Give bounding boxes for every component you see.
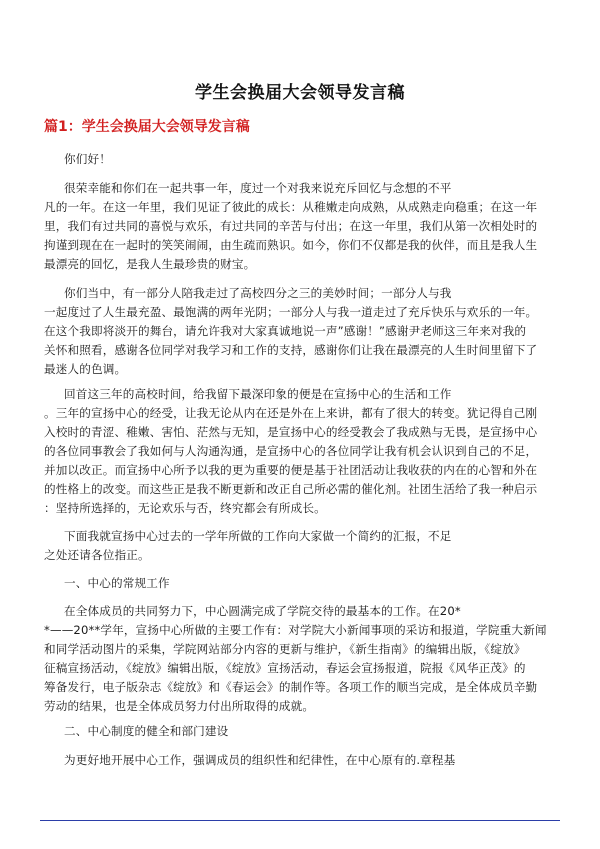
subheading: 一、中心的常规工作 (64, 576, 170, 590)
text-line: 之处还请各位指正。 (44, 548, 150, 562)
text-line: 的各位同事教会了我如何与人沟通沟通，是宣扬中心的各位同学让我有机会认识到自己的不足， (44, 444, 538, 458)
text-line: 下面我就宣扬中心过去的一学年所做的工作向大家做一个简约的汇报，不足 (64, 529, 452, 543)
document-title: 学生会换届大会领导发言稿 (195, 83, 405, 103)
text-line: 。三年的宣扬中心的经受，让我无论从内在还是外在上来讲，都有了很大的转变。犹记得自己刚 (44, 406, 538, 420)
text-line: 拘谨到现在在一起时的笑笑闹闹，由生疏而熟识。如今，你们不仅都是我的伙伴，而且是我人生 (44, 238, 538, 252)
footer-divider (40, 820, 560, 821)
text-line: 的性格上的改变。而这些正是我不断更新和改正自己所必需的催化剂。社团生活给了我一种启示 (44, 482, 538, 496)
text-line: 很荣幸能和你们在一起共事一年，度过一个对我来说充斥回忆与念想的不平 (64, 181, 452, 195)
text-line: 在这个我即将淡开的舞台，请允许我对大家真诚地说一声”感谢！”感谢尹老师这三年来对我的 (44, 324, 527, 338)
text-line: *——20**学年，宣扬中心所做的主要工作有：对学院大小新闻事项的采访和报道，学院重大新闻 (44, 623, 547, 637)
text-line: ：坚持所选择的，无论欢乐与否，终究都会有所成长。 (44, 501, 326, 515)
text-line: 并加以改正。而宣扬中心所予以我的更为重要的便是基于社团活动让我收获的内在的心智和外在 (44, 463, 538, 477)
text-line: 在全体成员的共同努力下，中心圆满完成了学院交待的最基本的工作。在20* (64, 604, 461, 618)
text-line: 入校时的青涩、稚嫩、害怕、茫然与无知，是宣扬中心的经受教会了我成熟与无畏，是宣扬中心 (44, 425, 538, 439)
text-line: 你们好！ (64, 152, 111, 166)
section-heading: 篇1：学生会换届大会领导发言稿 (44, 119, 250, 135)
text-line: 筹备发行，电子版杂志《绽放》和《春运会》的制作等。各项工作的顺当完成，是全体成员辛勤 (44, 680, 538, 694)
text-line: 一起度过了人生最充盈、最饱满的两年光阴；一部分人与我一道走过了充斥快乐与欢乐的一年。 (44, 305, 538, 319)
text-line: 和同学活动图片的采集，学院网站部分内容的更新与维护，《新生指南》的编辑出版，《绽放》 (44, 642, 526, 656)
subheading: 二、中心制度的健全和部门建设 (64, 724, 229, 738)
text-line: 征稿宣扬活动，《绽放》编辑出版，《绽放》宣扬活动，春运会宣扬报道，院报《风华正茂》的 (44, 661, 526, 675)
text-line: 回首这三年的高校时间，给我留下最深印象的便是在宣扬中心的生活和工作 (64, 387, 452, 401)
text-line: 凡的一年。在这一年里，我们见证了彼此的成长：从稚嫩走向成熟，从成熟走向稳重；在这一年 (44, 200, 538, 214)
text-line: 最迷人的色调。 (44, 362, 127, 376)
text-line: 最漂亮的回忆，是我人生最珍贵的财宝。 (44, 257, 256, 271)
text-line: 你们当中，有一部分人陪我走过了高校四分之三的美妙时间；一部分人与我 (64, 286, 452, 300)
text-line: 里，我们有过共同的喜悦与欢乐，有过共同的辛苦与付出；在这一年里，我们从第一次相处时的 (44, 219, 538, 233)
text-line: 为更好地开展中心工作，强调成员的组织性和纪律性，在中心原有的.章程基 (64, 753, 456, 767)
text-line: 劳动的结果，也是全体成员努力付出所取得的成就。 (44, 699, 315, 713)
text-line: 关怀和照看，感谢各位同学对我学习和工作的支持，感谢你们让我在最漂亮的人生时间里留下了 (44, 343, 538, 357)
